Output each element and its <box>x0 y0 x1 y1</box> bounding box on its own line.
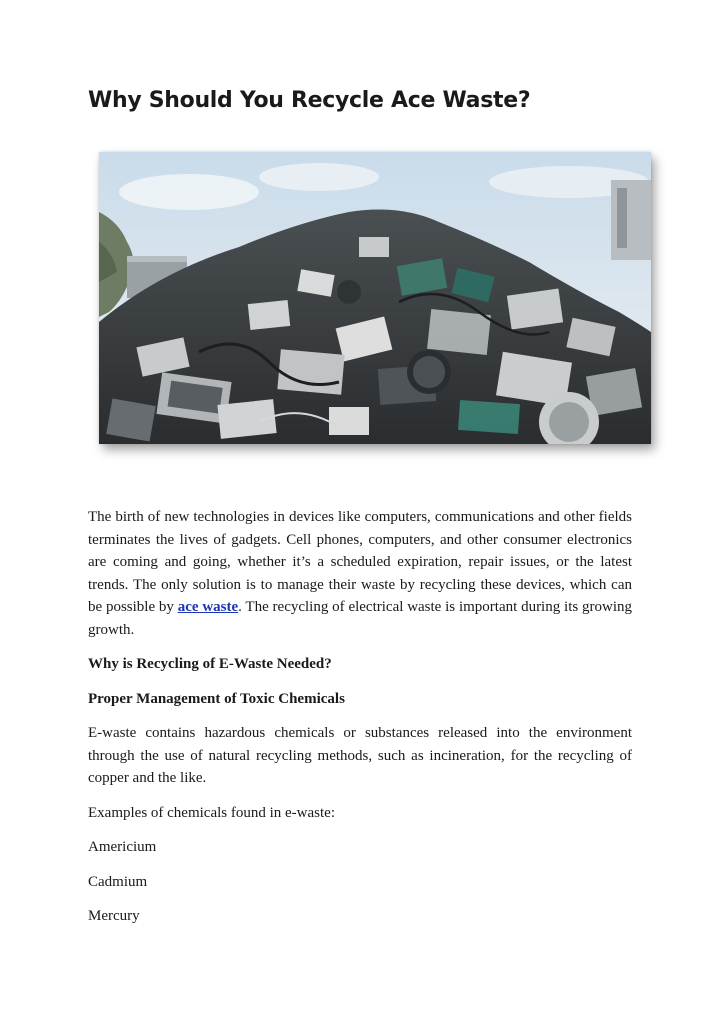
ace-waste-link[interactable]: ace waste <box>177 599 239 615</box>
chemical-item-cadmium: Cadmium <box>88 873 148 890</box>
ewaste-pile-illustration <box>99 152 651 444</box>
document-title: Why Should You Recycle Ace Waste? <box>88 88 531 113</box>
intro-text-before-link: The birth of new technologies in devices like computers, communications and other fields terminates the lives of gadgets. Cell phones, computers, and other consumer electronics are coming and going, whether it’s a scheduled expiration, repair issues, or the latest trends. The only solution is to manage their waste by recycling these devices, which can be possible by <box>88 509 632 615</box>
chemical-item-americium: Americium <box>88 839 157 855</box>
article-body <box>88 506 632 940</box>
section-heading-toxic-chemicals: Proper Management of Toxic Chemicals <box>88 690 345 707</box>
intro-text-after-link: . The recycling of electrical waste is important during its growing growth. <box>88 599 632 638</box>
examples-intro: Examples of chemicals found in e-waste: <box>88 804 336 821</box>
intro-paragraph <box>88 506 632 641</box>
section-heading-why-recycling: Why is Recycling of E-Waste Needed? <box>88 656 332 672</box>
chemical-item-mercury: Mercury <box>88 908 140 924</box>
ewaste-photo <box>99 152 651 444</box>
toxic-chemicals-paragraph: E-waste contains hazardous chemicals or substances released into the environment through the use of natural recycling methods, such as incineration, for the recycling of copper and the like. <box>88 725 632 786</box>
